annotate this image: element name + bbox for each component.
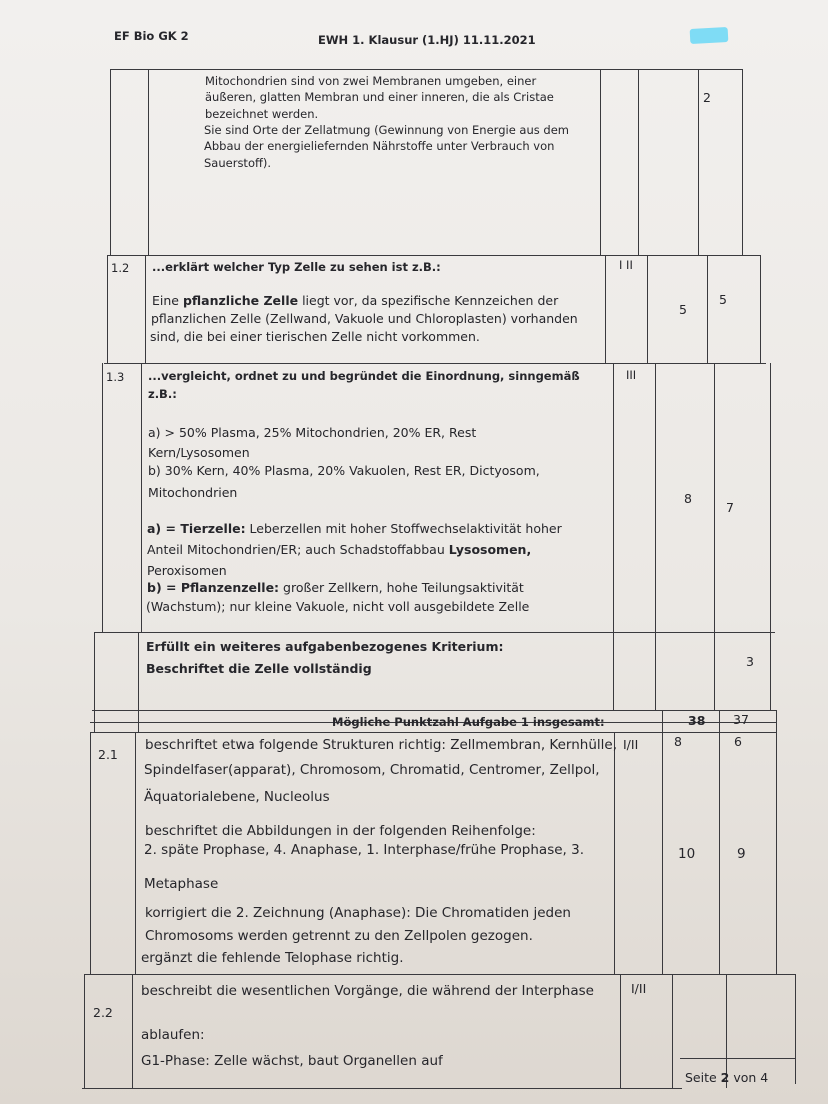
task-number: 1.2 [111, 261, 130, 275]
points-max: 8 [684, 491, 692, 506]
points-achieved-total: 37 [733, 712, 749, 727]
task-heading: z.B.: [148, 387, 177, 401]
text-line: Sauerstoff). [204, 156, 272, 170]
text-line: b) = Pflanzenzelle: großer Zellkern, hohe Teilungsaktivität [147, 580, 524, 595]
course-label: EF Bio GK 2 [114, 29, 189, 43]
points-achieved: 2 [703, 90, 711, 105]
points-achieved: 6 [734, 734, 742, 749]
text-line: Erfüllt ein weiteres aufgabenbezogenes Kriterium: [146, 639, 504, 654]
text-line: a) > 50% Plasma, 25% Mitochondrien, 20% ER, Rest [148, 425, 477, 440]
task-number: 1.3 [106, 370, 125, 384]
text-line: Eine pflanzliche Zelle liegt vor, da spezifische Kennzeichen der [152, 293, 559, 308]
text-line: G1-Phase: Zelle wächst, baut Organellen auf [141, 1053, 443, 1069]
text-line: Chromosoms werden getrennt zu den Zellpolen gezogen. [145, 928, 533, 944]
exam-title: EWH 1. Klausur (1.HJ) 11.11.2021 [318, 33, 536, 47]
points-achieved: 5 [719, 292, 727, 307]
text-line: Spindelfaser(apparat), Chromosom, Chromatid, Centromer, Zellpol, [144, 762, 600, 778]
text-line: Abbau der energieliefernden Nährstoffe unter Verbrauch von [204, 139, 555, 153]
text-line: ergänzt die fehlende Telophase richtig. [141, 950, 404, 966]
page-number: Seite 2 von 4 [685, 1070, 769, 1085]
text-line: a) = Tierzelle: Leberzellen mit hoher Stoffwechselaktivität hoher [147, 521, 562, 536]
text-line: korrigiert die 2. Zeichnung (Anaphase): Die Chromatiden jeden [145, 905, 571, 921]
text-line: Sie sind Orte der Zellatmung (Gewinnung von Energie aus dem [204, 123, 569, 137]
points-achieved: 3 [746, 654, 754, 669]
text-line: pflanzlichen Zelle (Zellwand, Vakuole und Chloroplasten) vorhanden [151, 311, 578, 326]
text-line: 2. späte Prophase, 4. Anaphase, 1. Interphase/frühe Prophase, 3. [144, 842, 585, 858]
points-max-total: 38 [688, 713, 706, 728]
text-line: Mitochondrien [148, 485, 238, 500]
task-number: 2.2 [93, 1005, 113, 1020]
text-line: Peroxisomen [147, 563, 227, 578]
requirement-level: I/II [631, 981, 647, 996]
text-line: (Wachstum); nur kleine Vakuole, nicht voll ausgebildete Zelle [146, 599, 530, 614]
text-line: bezeichnet werden. [205, 107, 319, 121]
text-line: beschreibt die wesentlichen Vorgänge, die während der Interphase [141, 983, 594, 999]
text-line: sind, die bei einer tierischen Zelle nicht vorkommen. [150, 329, 480, 344]
text-line: beschriftet etwa folgende Strukturen richtig: Zellmembran, Kernhülle, [145, 737, 617, 753]
text-line: Beschriftet die Zelle vollständig [146, 661, 372, 676]
points-max: 8 [674, 734, 682, 749]
points-max: 10 [678, 846, 696, 862]
text-line: Metaphase [144, 876, 219, 892]
requirement-level: I/II [623, 737, 639, 752]
text-line: Kern/Lysosomen [148, 445, 250, 460]
requirement-level: I II [619, 258, 633, 272]
text-line: beschriftet die Abbildungen in der folgenden Reihenfolge: [145, 823, 536, 839]
text-line: ablaufen: [141, 1027, 205, 1043]
text-line: Äquatorialebene, Nucleolus [144, 789, 330, 805]
highlight-mark [690, 27, 729, 44]
text-line: äußeren, glatten Membran und einer inneren, die als Cristae [205, 90, 554, 104]
total-label: Mögliche Punktzahl Aufgabe 1 insgesamt: [332, 715, 605, 729]
task-heading: ...erklärt welcher Typ Zelle zu sehen ist z.B.: [152, 260, 441, 274]
text-line: b) 30% Kern, 40% Plasma, 20% Vakuolen, Rest ER, Dictyosom, [148, 463, 540, 478]
text-line: Mitochondrien sind von zwei Membranen umgeben, einer [205, 74, 537, 88]
text-line: Anteil Mitochondrien/ER; auch Schadstoffabbau Lysosomen, [147, 542, 532, 557]
requirement-level: III [626, 368, 637, 382]
task-number: 2.1 [98, 747, 118, 762]
points-max: 5 [679, 302, 687, 317]
points-achieved: 7 [726, 500, 734, 515]
task-heading: ...vergleicht, ordnet zu und begründet die Einordnung, sinngemäß [148, 369, 580, 383]
points-achieved: 9 [737, 846, 746, 862]
